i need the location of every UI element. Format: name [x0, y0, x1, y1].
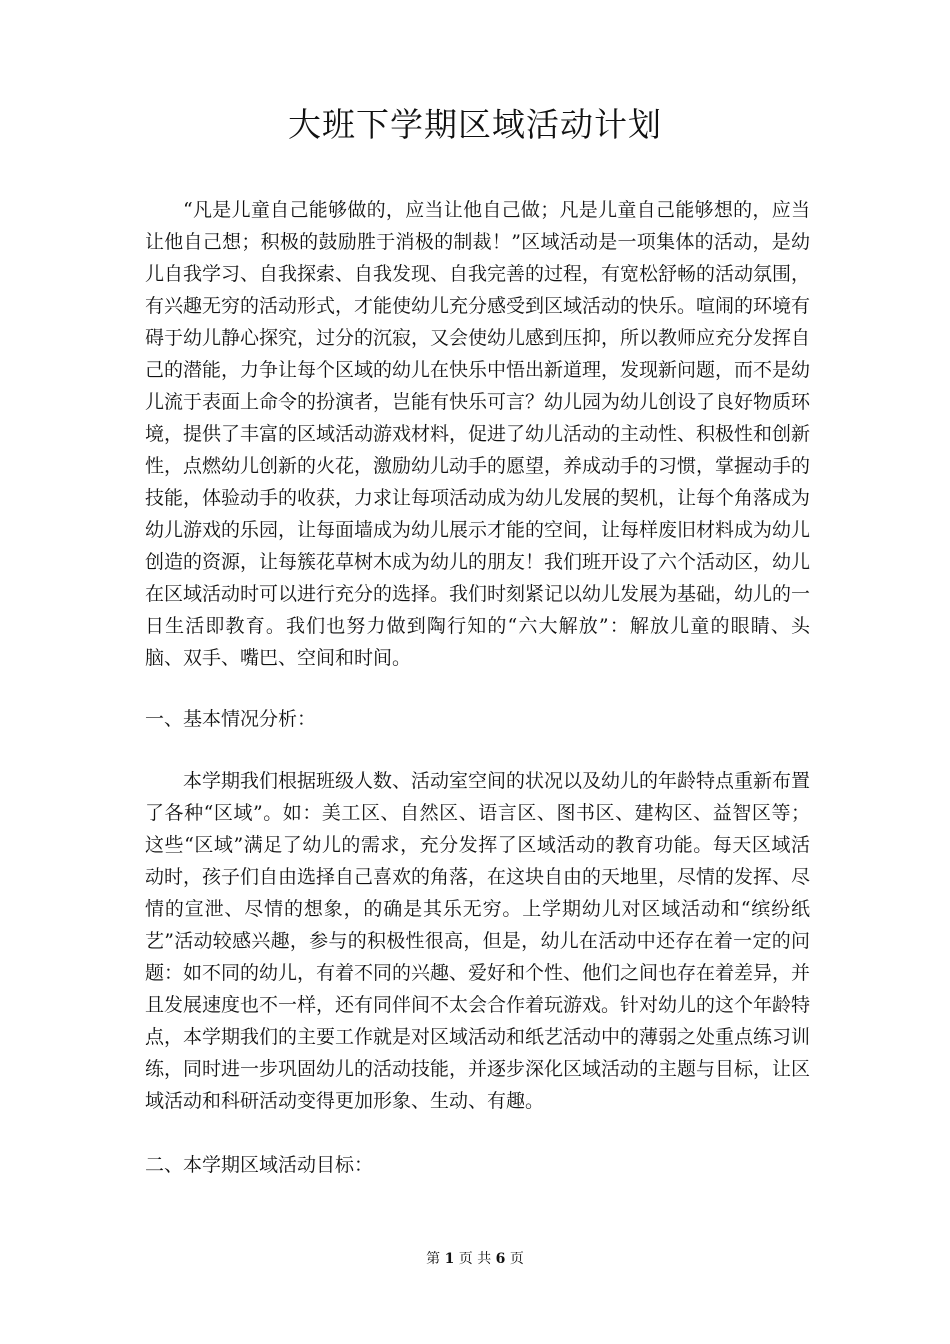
footer-total-pages: 6	[495, 1251, 506, 1267]
section-heading-basic-analysis: 一、基本情况分析：	[145, 708, 317, 730]
footer-prefix: 第	[426, 1251, 441, 1267]
intro-paragraph: “凡是儿童自己能够做的，应当让他自己做；凡是儿童自己能够想的，应当让他自己想；积极的鼓励胜于消极的制裁！”区域活动是一项集体的活动，是幼儿自我学习、自我探索、自我发现、自我完善的过程，有宽松舒畅的活动氛围，有兴趣无穷的活动形式，才能使幼儿充分感受到区域活动的快乐。喧闹的环境有碍于幼儿静心探究，过分的沉寂，又会使幼儿感到压抑，所以教师应充分发挥自己的潜能，力争让每个区域的幼儿在快乐中悟出新道理，发现新问题，而不是幼儿流于表面上命令的扮演者，岂能有快乐可言？幼儿园为幼儿创设了良好物质环境，提供了丰富的区域活动游戏材料，促进了幼儿活动的主动性、积极性和创新性，点燃幼儿创新的火花，激励幼儿动手的愿望，养成动手的习惯，掌握动手的技能，体验动手的收获，力求让每项活动成为幼儿发展的契机，让每个角落成为幼儿游戏的乐园，让每面墙成为幼儿展示才能的空间，让每样废旧材料成为幼儿创造的资源，让每簇花草树木成为幼儿的朋友！我们班开设了六个活动区，幼儿在区域活动时可以进行充分的选择。我们时刻紧记以幼儿发展为基础，幼儿的一日生活即教育。我们也努力做到陶行知的“六大解放”：解放儿童的眼睛、头脑、双手、嘴巴、空间和时间。	[145, 199, 811, 669]
page-footer	[0, 1249, 950, 1269]
section-heading-goals: 二、本学期区域活动目标：	[145, 1154, 374, 1176]
section-paragraph-basic-analysis: 本学期我们根据班级人数、活动室空间的状况以及幼儿的年龄特点重新布置了各种“区域”。如：美工区、自然区、语言区、图书区、建构区、益智区等；这些“区域”满足了幼儿的需求，充分发挥了区域活动的教育功能。每天区域活动时，孩子们自由选择自己喜欢的角落，在这块自由的天地里，尽情的发挥、尽情的宣泄、尽情的想象，的确是其乐无穷。上学期幼儿对区域活动和“缤纷纸艺”活动较感兴趣，参与的积极性很高，但是，幼儿在活动中还存在着一定的问题：如不同的幼儿，有着不同的兴趣、爱好和个性、他们之间也存在着差异，并且发展速度也不一样，还有同伴间不太会合作着玩游戏。针对幼儿的这个年龄特点，本学期我们的主要工作就是对区域活动和纸艺活动中的薄弱之处重点练习训练，同时进一步巩固幼儿的活动技能，并逐步深化区域活动的主题与目标，让区域活动和科研活动变得更加形象、生动、有趣。	[145, 770, 811, 1112]
document-title: 大班下学期区域活动计划	[288, 105, 662, 144]
footer-current-page: 1	[444, 1251, 455, 1267]
footer-suffix: 页	[509, 1251, 524, 1267]
footer-middle: 页 共	[458, 1251, 492, 1267]
